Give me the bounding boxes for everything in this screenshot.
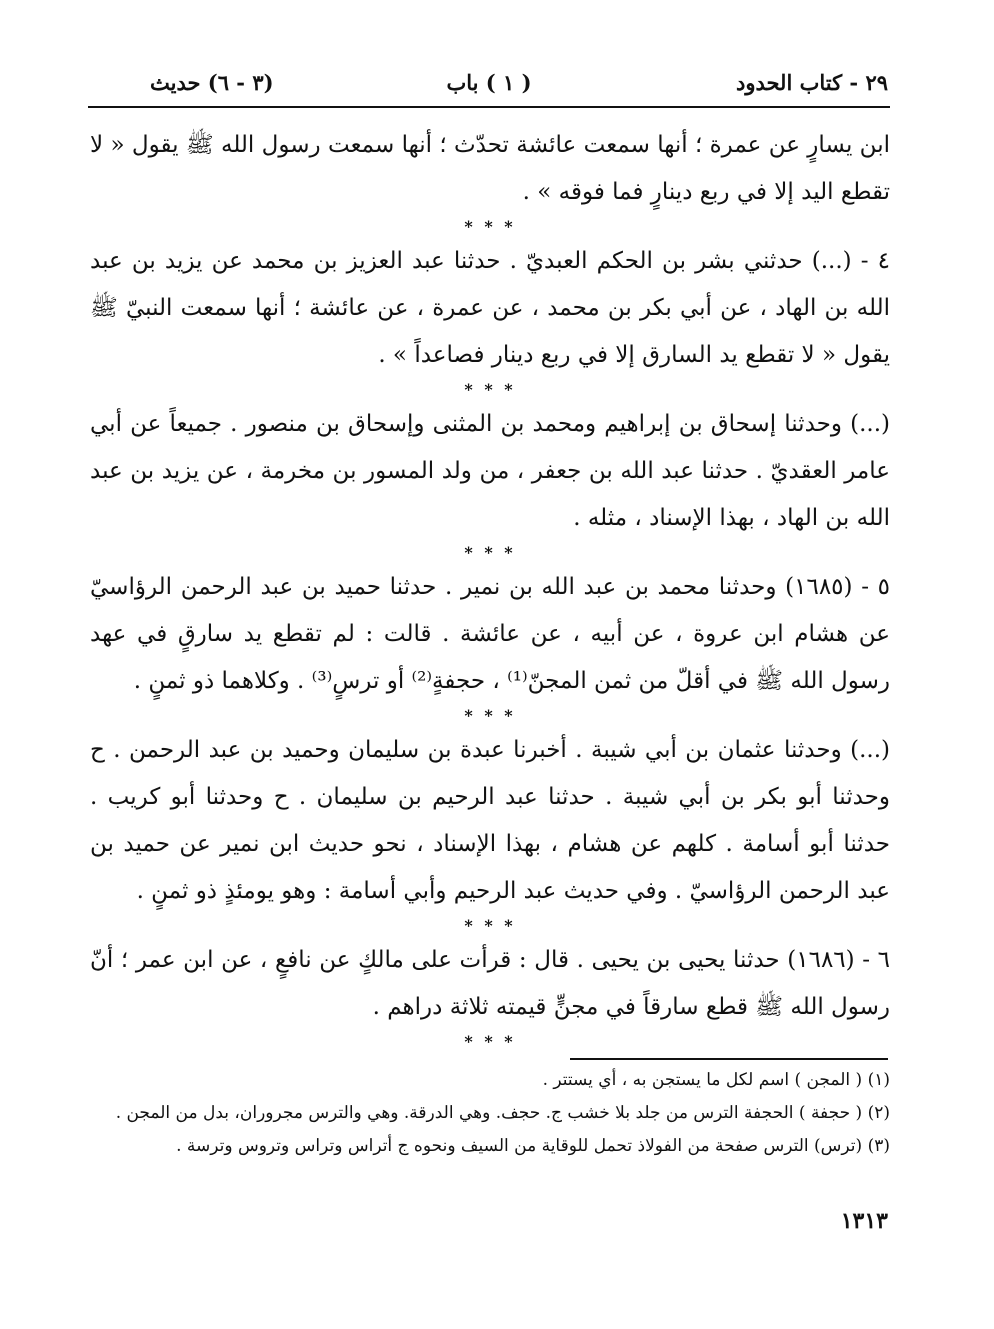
separator: * * * — [464, 380, 516, 399]
footnote-rule — [570, 1058, 888, 1060]
bab-label: ( ١ ) باب — [446, 70, 532, 95]
hadith-paragraph: ٥ - (١٦٨٥) وحدثنا محمد بن عبد الله بن نمير . حدثنا حميد بن عبد الرحمن الرؤاسيّ عن هشام ابن عروة ، عن أبيه ، عن عائشة . قالت : لم تقطع يد سارقٍ في عهد رسول الله ﷺ في أقلّ من ثمن المجنّ⁽¹⁾ ، حجفةٍ⁽²⁾ أو ترسٍ⁽³⁾ . وكلاهما ذو ثمنٍ . — [90, 574, 890, 694]
running-title: ٢٩ - كتاب الحدود — [735, 70, 888, 95]
separator: * * * — [464, 1032, 516, 1051]
page-header — [90, 70, 888, 104]
footnotes — [90, 1064, 890, 1163]
separator: * * * — [464, 543, 516, 562]
hadith-paragraph: (...) وحدثنا إسحاق بن إبراهيم ومحمد بن المثنى وإسحاق بن منصور . جميعاً عن أبي عامر العقديّ . حدثنا عبد الله بن جعفر ، من ولد المسور بن مخرمة ، عن يزيد بن عبد الله بن الهاد ، بهذا الإسناد ، مثله . — [90, 411, 890, 531]
hadith-paragraph: ٤ - (...) حدثني بشر بن الحكم العبديّ . حدثنا عبد العزيز بن محمد عن يزيد بن عبد الله بن الهاد ، عن أبي بكر بن محمد ، عن عمرة ، عن عائشة ؛ أنها سمعت النبيّ ﷺ يقول « لا تقطع يد السارق إلا في ربع دينار فصاعداً » . — [90, 248, 890, 368]
hadith-range: (٣ - ٦) حديث — [150, 70, 274, 95]
separator: * * * — [464, 217, 516, 236]
hadith-paragraph: (...) وحدثنا عثمان بن أبي شيبة . أخبرنا عبدة بن سليمان وحميد بن عبد الرحمن . ح وحدثنا أبو بكر بن أبي شيبة . حدثنا عبد الرحيم بن سليمان . ح وحدثنا أبو كريب . حدثنا أبو أسامة . كلهم عن هشام ، بهذا الإسناد ، نحو حديث ابن نمير عن حميد بن عبد الرحمن الرؤاسيّ . وفي حديث عبد الرحيم وأبي أسامة : وهو يومئذٍ ذو ثمنٍ . — [90, 737, 890, 904]
footnote: (١) ( المجن ) اسم لكل ما يستجن به ، أي يستتر . — [542, 1070, 890, 1090]
main-text — [90, 122, 890, 1053]
footnote: (٢) ( حجفة ) الحجفة الترس من جلد بلا خشب ج. حجف. وهي الدرقة. وهي والترس مجروران، بدل من المجن . — [115, 1103, 890, 1123]
separator: * * * — [464, 916, 516, 935]
header-rule — [88, 106, 890, 108]
hadith-paragraph: ابن يسارٍ عن عمرة ؛ أنها سمعت عائشة تحدّث ؛ أنها سمعت رسول الله ﷺ يقول « لا تقطع اليد إلا في ربع دينارٍ فما فوقه » . — [90, 132, 890, 205]
separator: * * * — [464, 706, 516, 725]
footnote: (٣) (ترس) الترس صفحة من الفولاذ تحمل للوقاية من السيف ونحوه ج أتراس وتراس وتروس وترسة . — [176, 1136, 890, 1156]
page-number: ١٣١٣ — [840, 1208, 888, 1234]
hadith-paragraph: ٦ - (١٦٨٦) حدثنا يحيى بن يحيى . قال : قرأت على مالكٍ عن نافعٍ ، عن ابن عمر ؛ أنّ رسول الله ﷺ قطع سارقاً في مجنٍّ قيمته ثلاثة دراهم . — [90, 947, 890, 1020]
